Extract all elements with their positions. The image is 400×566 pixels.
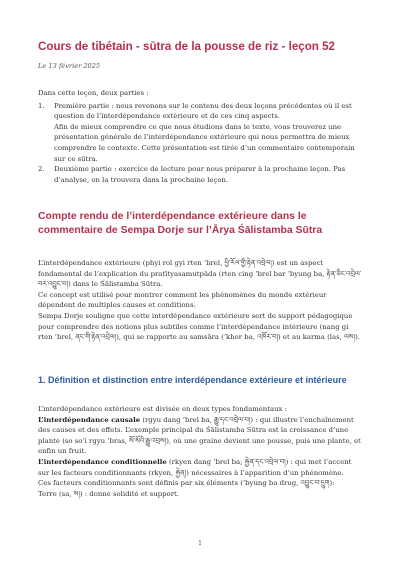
section-heading: Compte rendu de l’interdépendance extérieure dans le commentaire de Sempa Dorje sur l’Ārya Śālistamba Sūtra — [38, 211, 323, 236]
list-item-text: Première partie : nous revenons sur le contenu des deux leçons précédentes où il est question de l’interdépendance extérieure et de ces cinq aspects. — [54, 101, 352, 121]
term: L’interdépendance causale — [38, 415, 141, 424]
page-title: Cours de tibétain - sūtra de la pousse de riz - leçon 52 — [38, 40, 335, 53]
list-item-text: Afin de mieux comprendre ce que nous étudions dans le texte, vous trouverez une présentation générale de l’interdépendance extérieure qui nous permettra de mieux comprendre le contexte. Cette présentation est tirée d’un commentaire contemporain sur ce sūtra. — [54, 122, 355, 163]
section2-body — [38, 404, 364, 499]
paragraph: Sempa Dorje souligne que cette interdépendance extérieure sert de support pédagogique pour comprendre des notions plus subtiles comme l’interdépendance intérieure (nang gi rten ’brel, ནང་གི་རྟེན་འབྲེལ།), qui se rapporte au samsāra (’khor ba, འཁོར་བ།) et au karma (las, ལས།). — [38, 311, 360, 342]
section1-body — [38, 258, 364, 343]
subsection-heading: 1. Définition et distinction entre interdépendance extérieure et intérieure — [38, 375, 347, 385]
paragraph: L’interdépendance extérieure est divisée en deux types fondamentaux : — [38, 405, 287, 413]
definition: (rgyu dang ’brel ba, རྒྱུ་དང་འབྲེལ་བ།) : qui illustre l’enchaînement des causes et des effets. L’exemple principal du Śālistamba Sūtra est la croissance d’une plante (so so’i rgyu ’bras, སོ་སོའི་རྒྱུ་འབྲས།), où une graine devient une pousse, puis une plante, et enfin un fruit. — [38, 415, 361, 456]
list-item — [38, 164, 364, 185]
list-number: 1. — [38, 101, 45, 110]
paragraph: Ces facteurs conditionnants sont définis par six éléments (’byung ba drug, འབྱུང་བ་དྲུག): — [38, 479, 335, 488]
intro-block — [38, 88, 364, 185]
paragraph — [38, 457, 364, 478]
intro-list — [38, 101, 364, 186]
page-number: 1 — [198, 540, 202, 547]
paragraph: Ce concept est utilisé pour montrer comment les phénomènes du monde extérieur dépendent de multiples causes et conditions. — [38, 290, 327, 310]
paragraph: Terre (sa, ས།) : donne solidité et support. — [38, 489, 179, 498]
term: L’interdépendance conditionnelle — [38, 457, 167, 466]
definition: (rkyen dang ’brel ba, རྐྱེན་དང་འབྲེལ་བ།) : qui met l’accent sur les facteurs conditionnants (rkyen, རྐྱེན།) nécessaires à l’apparition d’un phénomène. — [38, 457, 352, 477]
lesson-date: Le 13 février 2025 — [38, 62, 101, 70]
list-number: 2. — [38, 165, 45, 174]
list-item — [38, 101, 364, 165]
paragraph — [38, 415, 364, 457]
list-item-text: Deuxième partie : exercice de lecture pour nous préparer à la prochaine leçon. Pas d’analyse, on la trouvera dans la prochaine leçon. — [54, 165, 346, 184]
intro-lead: Dans cette leçon, deux parties : — [38, 89, 149, 97]
paragraph: L’interdépendance extérieure (phyi rol gyi rten ’brel, ཕྱི་རོལ་གྱི་རྟེན་འབྲེལ།) est un aspect fondamental de l’explication du pratītyasamutpāda (rten cing ’brel bar ’byung ba, རྟེན་ཅིང་འབྲེལ་བར་འབྱུང་བ།) dans le Śālistamba Sūtra. — [38, 259, 362, 289]
